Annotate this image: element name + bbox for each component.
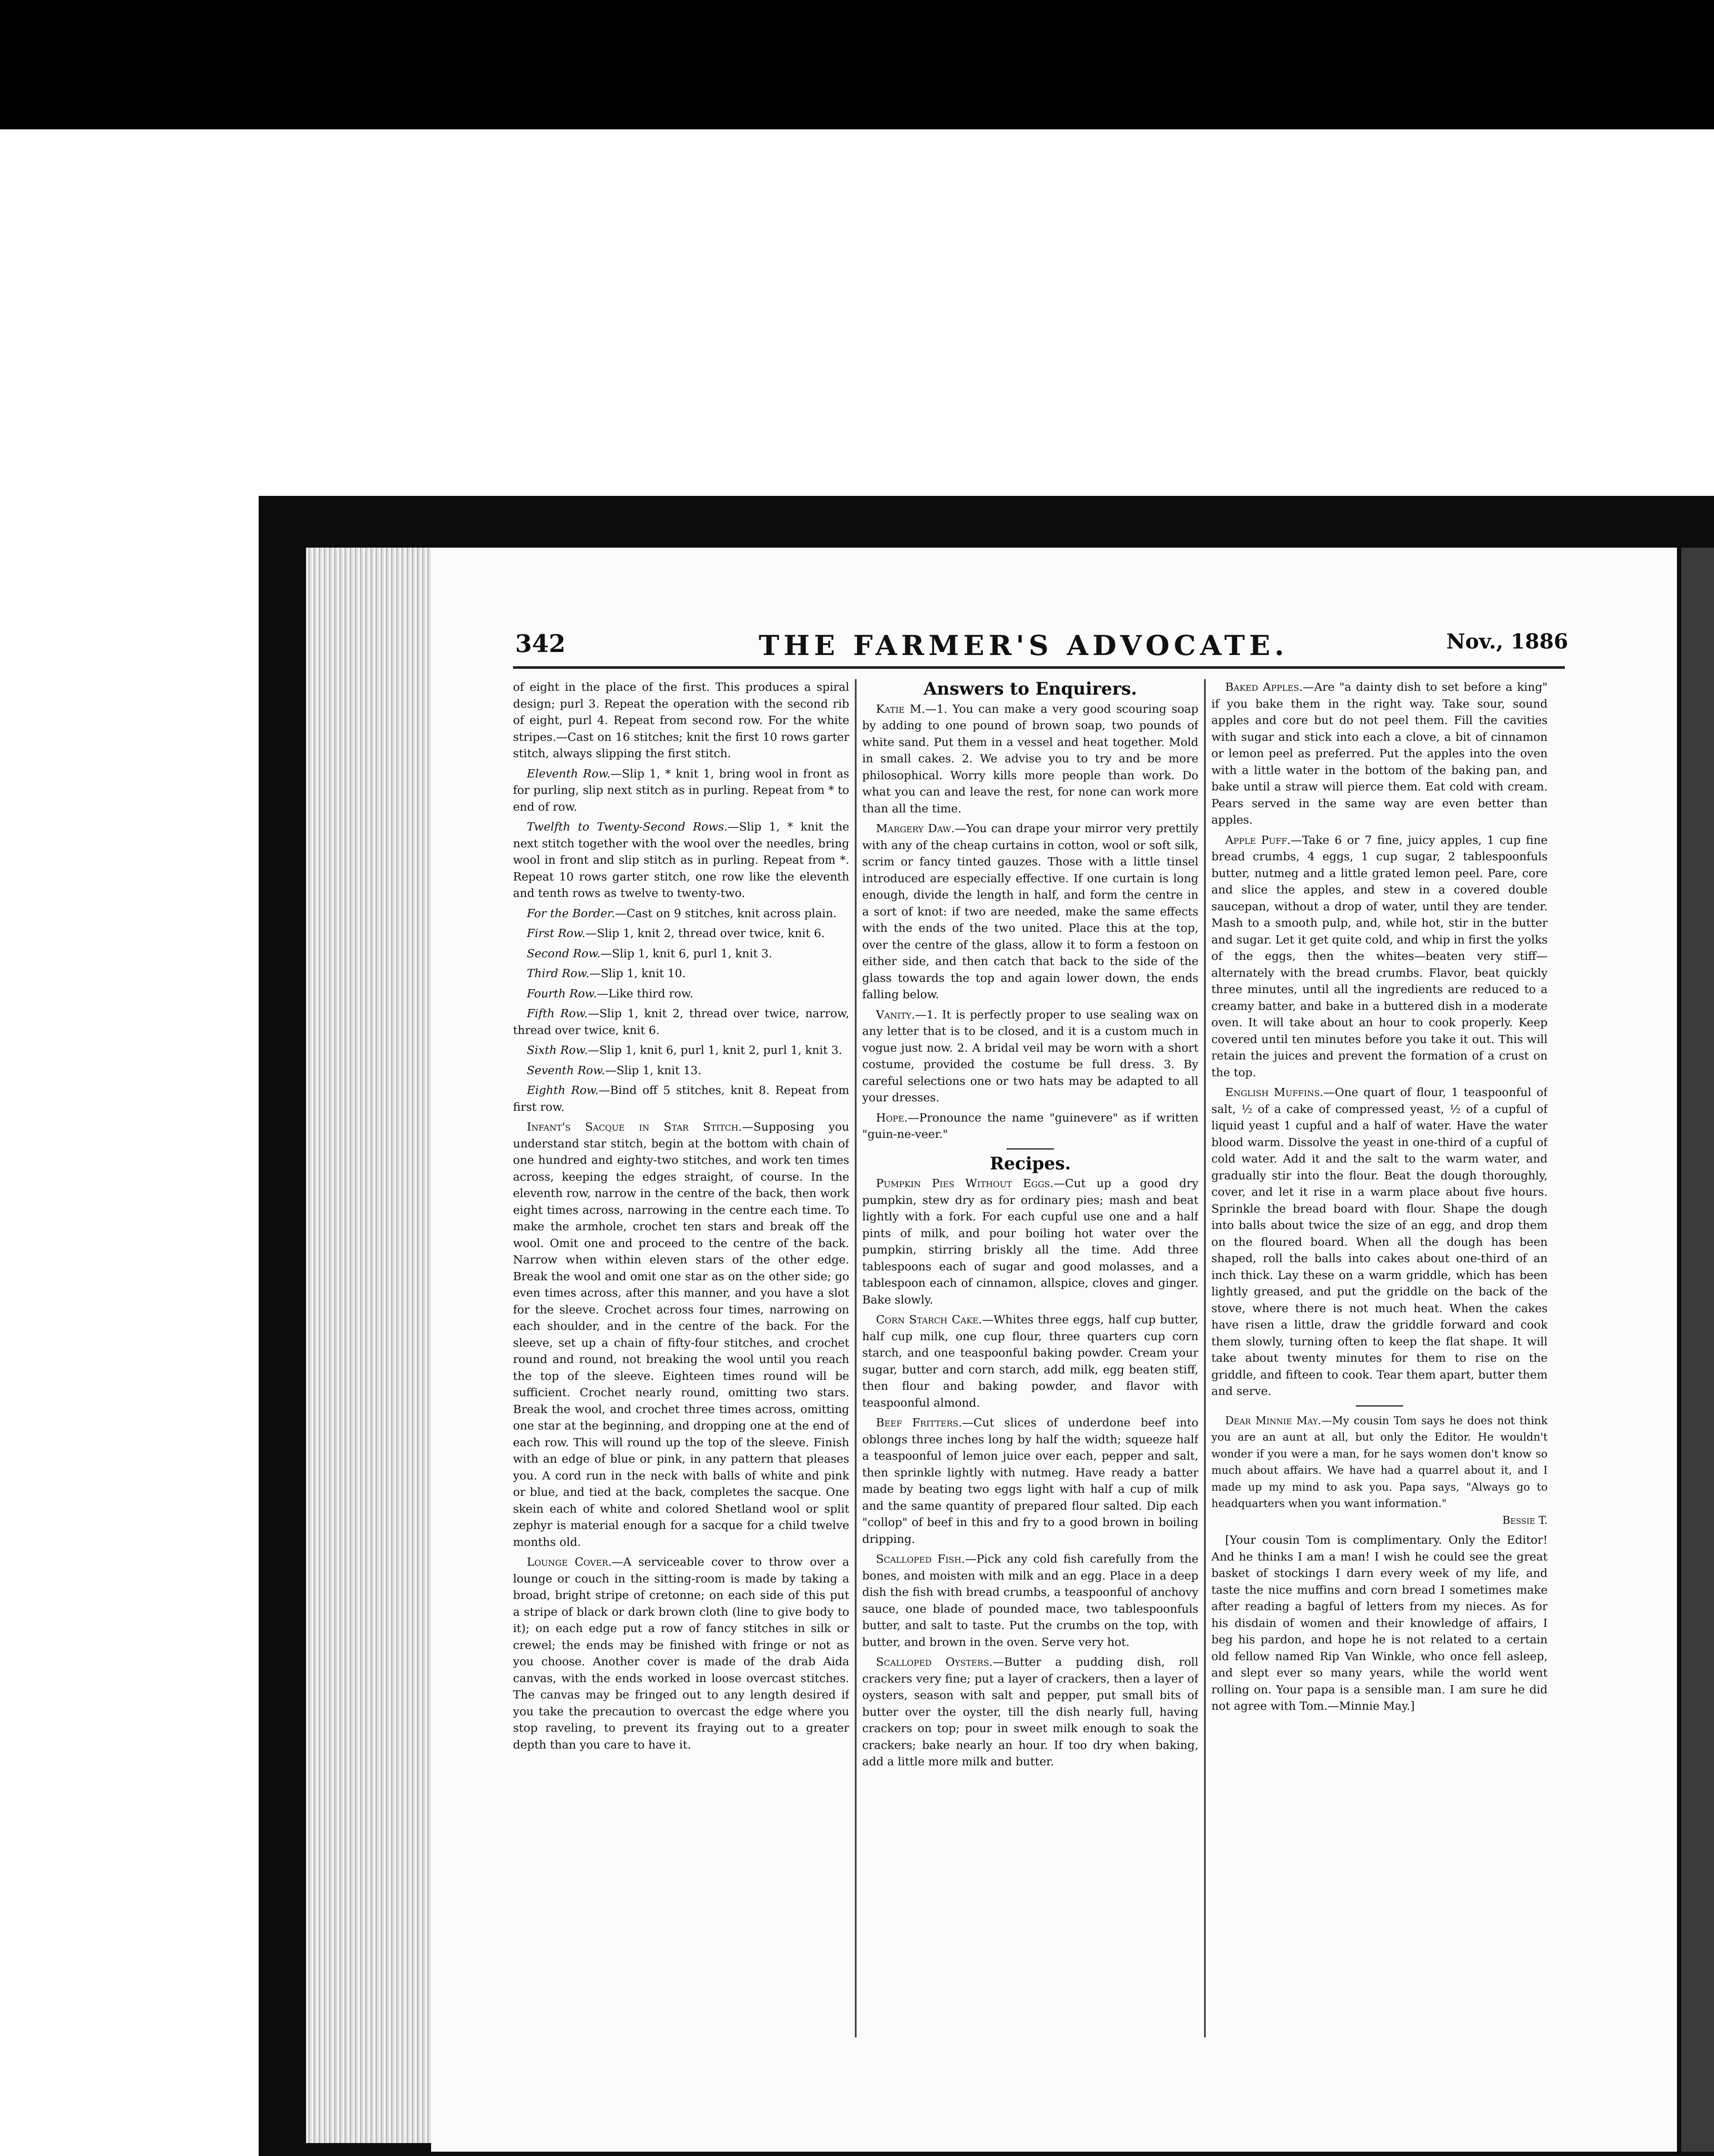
- masthead-title: THE FARMER'S ADVOCATE.: [759, 630, 1289, 662]
- reader-letter: Dear Minnie May.—My cousin Tom says he does not think you are an aunt at all, but only the Editor. He wouldn't wonder if you were a man, for he says women don't know so much about affairs. We have had a quarrel about it, and I made up my mind to ask you. Papa says, "Always go to headquarters when you want information." Bessie T.: [1211, 1413, 1548, 1529]
- paragraph: Lounge Cover.—A serviceable cover to throw over a lounge or couch in the sitting-room is made by taking a broad, bright stripe of cretonne; on each side of this put a stripe of black or dark brown cloth (line to give body to it); on each edge put a row of fancy stitches in silk or crewel; the ends may be finished with fringe or not as you choose. Another cover is made of the drab Aida canvas, with the ends worked in loose overcast stitches. The canvas may be fringed out to any length desired if you take the precaution to overcast the edge where you stop raveling, to prevent its fraying out to a greater depth than you care to have it.: [513, 1555, 849, 1752]
- recipe: English Muffins.—One quart of flour, 1 teaspoonful of salt, ½ of a cake of compressed yeast, ½ of a cupful of liquid yeast 1 cupful and a half of water. Have the water blood warm. Dissolve the yeast in one-third of a cupful of cold water. Add it and the salt to the warm water, and gradually stir into the flour. Beat the dough thoroughly, cover, and let it rise in a warm place about five hours. Sprinkle the bread board with flour. Shape the dough into balls about twice the size of an egg, and drop them on the floured board. When all the dough has been shaped, roll the balls into cakes about one-third of an inch thick. Lay these on a warm griddle, which has been lightly greased, and put the griddle on the back of the stove, where there is not much heat. When the cakes have risen a little, draw the griddle forward and cook them slowly, turning often to keep the flat shape. It will take about twenty minutes for them to rise on the griddle, and fifteen to cook. Tear them apart, butter them and serve.: [1211, 1086, 1548, 1398]
- section-heading-recipes: Recipes.: [989, 1153, 1071, 1174]
- section-divider: [1007, 1148, 1054, 1150]
- recipe: Beef Fritters.—Cut slices of underdone beef into oblongs three inches long by half the width; squeeze half a teaspoonful of lemon juice over each, pepper and salt, then sprinkle lightly with nutmeg. Have ready a batter made by beating two eggs light with half a cup of milk and the same quantity of prepared flour salted. Dip each "collop" of beef in this and fry to a good brown in boiling dripping.: [862, 1416, 1198, 1546]
- paragraph: Fifth Row.—Slip 1, knit 2, thread over twice, narrow, thread over twice, knit 6.: [513, 1007, 849, 1037]
- paragraph: Second Row.—Slip 1, knit 6, purl 1, knit 3.: [527, 946, 773, 960]
- paragraph: Fourth Row.—Like third row.: [527, 987, 694, 1000]
- answer: Hope.—Pronounce the name "guinevere" as if written "guin-ne-veer.": [862, 1111, 1198, 1141]
- column-answers-recipes: [862, 679, 1198, 2072]
- paragraph: Sixth Row.—Slip 1, knit 6, purl 1, knit 2, purl 1, knit 3.: [527, 1044, 842, 1057]
- editor-reply: [Your cousin Tom is complimentary. Only the Editor! And he thinks I am a man! I wish he could see the great basket of stockings I darn every week of my life, and taste the nice muffins and corn bread I sometimes make after reading a bagful of letters from my nieces. As for his disdain of women and their knowledge of affairs, I beg his pardon, and hope he is not related to a certain old fellow named Rip Van Winkle, who once fell asleep, and slept ever so many years, while the world went rolling on. Your papa is a sensible man. I am sure he did not agree with Tom.—Minnie May.]: [1211, 1533, 1548, 1713]
- recipe: Baked Apples.—Are "a dainty dish to set before a king" if you bake them in the right way. Take sour, sound apples and core but do not peel them. Fill the cavities with sugar and stick into each a clove, a bit of cinnamon or lemon peel as preferred. Put the apples into the oven with a little water in the bottom of the baking pan, and bake until a straw will pierce them. Eat cold with cream. Pears served in the same way are even better than apples.: [1211, 680, 1548, 827]
- paragraph: First Row.—Slip 1, knit 2, thread over twice, knit 6.: [527, 927, 825, 940]
- paragraph: of eight in the place of the first. This produces a spiral design; purl 3. Repeat the operation with the second rib of eight, purl 4. Repeat from second row. For the white stripes.—Cast on 16 stitches; knit the first 10 rows garter stitch, always slipping the first stitch.: [513, 680, 849, 760]
- recipe: Pumpkin Pies Without Eggs.—Cut up a good dry pumpkin, stew dry as for ordinary pies; mash and beat lightly with a fork. For each cupful use one and a half pints of milk, and pour boiling hot water over the pumpkin, stirring briskly all the time. Add three tablespoons each of sugar and good molasses, and a tablespoon each of cinnamon, allspice, cloves and ginger. Bake slowly.: [862, 1177, 1198, 1307]
- facing-page-edge: [1681, 548, 1714, 2152]
- paragraph: Eighth Row.—Bind off 5 stitches, knit 8. Repeat from first row.: [513, 1084, 849, 1114]
- column-rule: [855, 679, 857, 2037]
- paragraph: Seventh Row.—Slip 1, knit 13.: [527, 1063, 702, 1077]
- paragraph: Infant's Sacque in Star Stitch.—Supposing you understand star stitch, begin at the bottom with chain of one hundred and eighty-two stitches, and work ten times across, keeping the edges straight, of course. In the eleventh row, narrow in the centre of the back, then work eight times across, narrowing in the centre each time. To make the armhole, crochet ten stars and break off the wool. Omit one and proceed to the centre of the back. Narrow when within eleven stars of the other edge. Break the wool and omit one star as on the other side; go even times across, after this manner, and you have a slot for the sleeve. Crochet across four times, narrowing on each shoulder, and in the centre of the back. For the sleeve, set up a chain of fifty-four stitches, and crochet round and round, not breaking the wool until you reach the top of the sleeve. Eighteen times round will be sufficient. Crochet nearly round, omitting two stars. Break the wool, and crochet three times across, omitting one star at the beginning, and dropping one at the end of each row. This will round up the top of the sleeve. Finish with an edge of blue or pink, in any pattern that pleases you. A cord run in the neck with balls of white and pink or blue, and tied at the back, completes the sacque. One skein each of white and colored Shetland wool or split zephyr is material enough for a sacque for a child twelve months old.: [513, 1120, 849, 1549]
- recipe: Scalloped Oysters.—Butter a pudding dish, roll crackers very fine; put a layer of crackers, then a layer of oysters, season with salt and pepper, put small bits of butter over the oyster, till the dish nearly full, having crackers on top; pour in sweet milk enough to soak the crackers; bake nearly an hour. If too dry when baking, add a little more milk and butter.: [862, 1655, 1198, 1768]
- recipe: Corn Starch Cake.—Whites three eggs, half cup butter, half cup milk, one cup flour, three quarters cup corn starch, and one teaspoonful baking powder. Cream your sugar, butter and corn starch, add milk, egg beaten stiff, then flour and baking powder, and flavor with teaspoonful almond.: [862, 1313, 1198, 1410]
- paragraph: Eleventh Row.—Slip 1, * knit 1, bring wool in front as for purling, slip next stitch as in purling. Repeat from * to end of row.: [513, 767, 849, 814]
- paragraph: Twelfth to Twenty-Second Rows.—Slip 1, * knit the next stitch together with the wool over the needles, bring wool in front and slip stitch as in purling. Repeat from *. Repeat 10 rows garter stitch, one row like the eleventh and tenth rows as twelve to twenty-two.: [513, 820, 849, 900]
- answer: Katie M.—1. You can make a very good scouring soap by adding to one pound of brown soap, two pounds of white sand. Put them in a vessel and heat together. Mold in small cakes. 2. We advise you to try and be more philosophical. Worry kills more people than work. Do what you can and leave the rest, for none can work more than all the time.: [862, 702, 1198, 815]
- letter-signature: Bessie T.: [1502, 1514, 1548, 1526]
- recipe: Apple Puff.—Take 6 or 7 fine, juicy apples, 1 cup fine bread crumbs, 4 eggs, 1 cup sugar, 2 tablespoonfuls butter, nutmeg and a little grated lemon peel. Pare, core and slice the apples, and stew in a covered double saucepan, without a drop of water, until they are tender. Mash to a smooth pulp, and, while hot, stir in the butter and sugar. Let it get quite cold, and whip in first the yolks of the eggs, then the whites—beaten very stiff—alternately with the bread crumbs. Flavor, beat quickly three minutes, until all the ingredients are reduced to a creamy batter, and bake in a buttered dish in a moderate oven. It will take about an hour to cook properly. Keep covered until ten minutes before you take it out. This will retain the juices and prevent the formation of a crust on the top.: [1211, 833, 1548, 1079]
- column-rule: [1204, 679, 1206, 2037]
- column-fancy-work: [513, 679, 849, 2072]
- recipe: Scalloped Fish.—Pick any cold fish carefully from the bones, and moisten with milk and an egg. Place in a deep dish the fish with bread crumbs, a teaspoonful of anchovy sauce, one blade of pounded mace, two tablespoonfuls butter, and salt to taste. Put the crumbs on the top, with butter, and brown in the oven. Serve very hot.: [862, 1552, 1198, 1649]
- paragraph: Third Row.—Slip 1, knit 10.: [527, 967, 686, 980]
- section-divider: [1356, 1405, 1403, 1407]
- page-number: 342: [515, 630, 566, 658]
- paragraph: For the Border.—Cast on 9 stitches, knit across plain.: [527, 906, 837, 920]
- answer: Margery Daw.—You can drape your mirror very prettily with any of the cheap curtains in cotton, wool or soft silk, scrim or fancy tinted gauzes. Those with a little tinsel introduced are especially effective. If one curtain is long enough, divide the length in half, and form the centre in a sort of knot: if two are needed, make the same effects with the ends of the two united. Place this at the top, over the centre of the glass, allow it to form a festoon on either side, and then catch that back to the side of the glass towards the top and again lower down, the ends falling below.: [862, 822, 1198, 1001]
- header-rule: [513, 666, 1565, 669]
- section-heading-answers: Answers to Enquirers.: [923, 679, 1137, 699]
- issue-date: Nov., 1886: [1446, 630, 1568, 654]
- column-recipes-letter: [1211, 679, 1548, 2072]
- answer: Vanity.—1. It is perfectly proper to use sealing wax on any letter that is to be closed, and it is a custom much in vogue just now. 2. A bridal veil may be worn with a short costume, provided the costume be full dress. 3. By careful selections one or two hats may be adapted to all your dresses.: [862, 1008, 1198, 1104]
- page-edges: [306, 548, 435, 2143]
